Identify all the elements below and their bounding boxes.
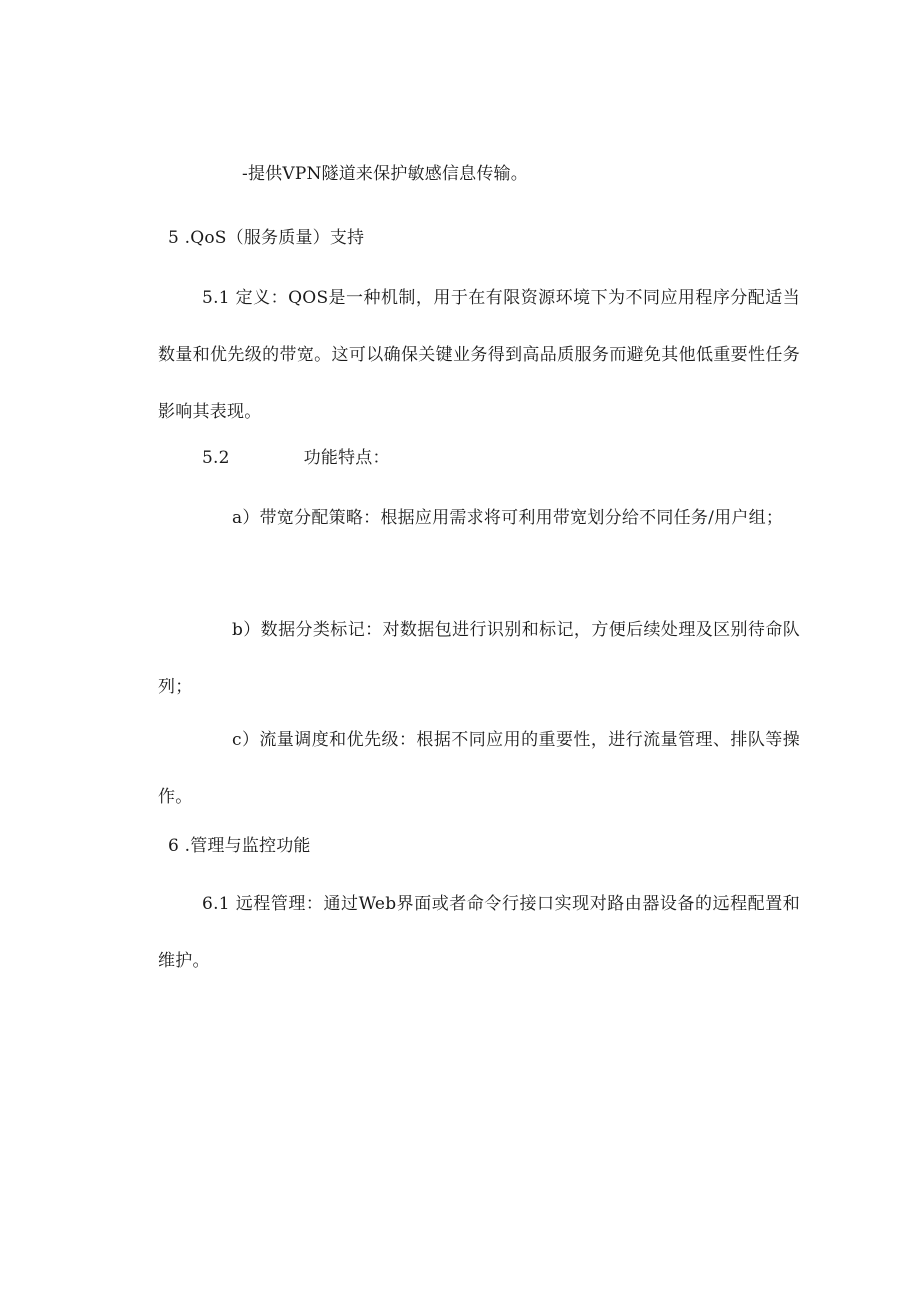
section-5-heading: 5 .QoS（服务质量）支持 xyxy=(168,228,365,248)
section-6-1-paragraph: 6.1 远程管理：通过Web界面或者命令行接口实现对路由器设备的远程配置和维护。 xyxy=(158,894,800,971)
feature-item-c: c）流量调度和优先级：根据不同应用的重要性，进行流量管理、排队等操作。 xyxy=(158,730,800,807)
section-5-2-heading xyxy=(202,446,390,470)
feature-item-a: a）带宽分配策略：根据应用需求将可利用带宽划分给不同任务/用户组； xyxy=(232,508,784,528)
section-5-2-number: 5.2 xyxy=(202,448,230,468)
section-5-2-label: 功能特点： xyxy=(303,448,390,468)
section-6-heading: 6 .管理与监控功能 xyxy=(168,836,311,856)
vpn-bullet-line: -提供VPN隧道来保护敏感信息传输。 xyxy=(242,164,528,184)
feature-item-b: b）数据分类标记：对数据包进行识别和标记，方便后续处理及区别待命队列； xyxy=(158,620,800,697)
section-5-1-paragraph: 5.1 定义：QOS是一种机制，用于在有限资源环境下为不同应用程序分配适当数量和优先级的带宽。这可以确保关键业务得到高品质服务而避免其他低重要性任务影响其表现。 xyxy=(158,288,800,422)
